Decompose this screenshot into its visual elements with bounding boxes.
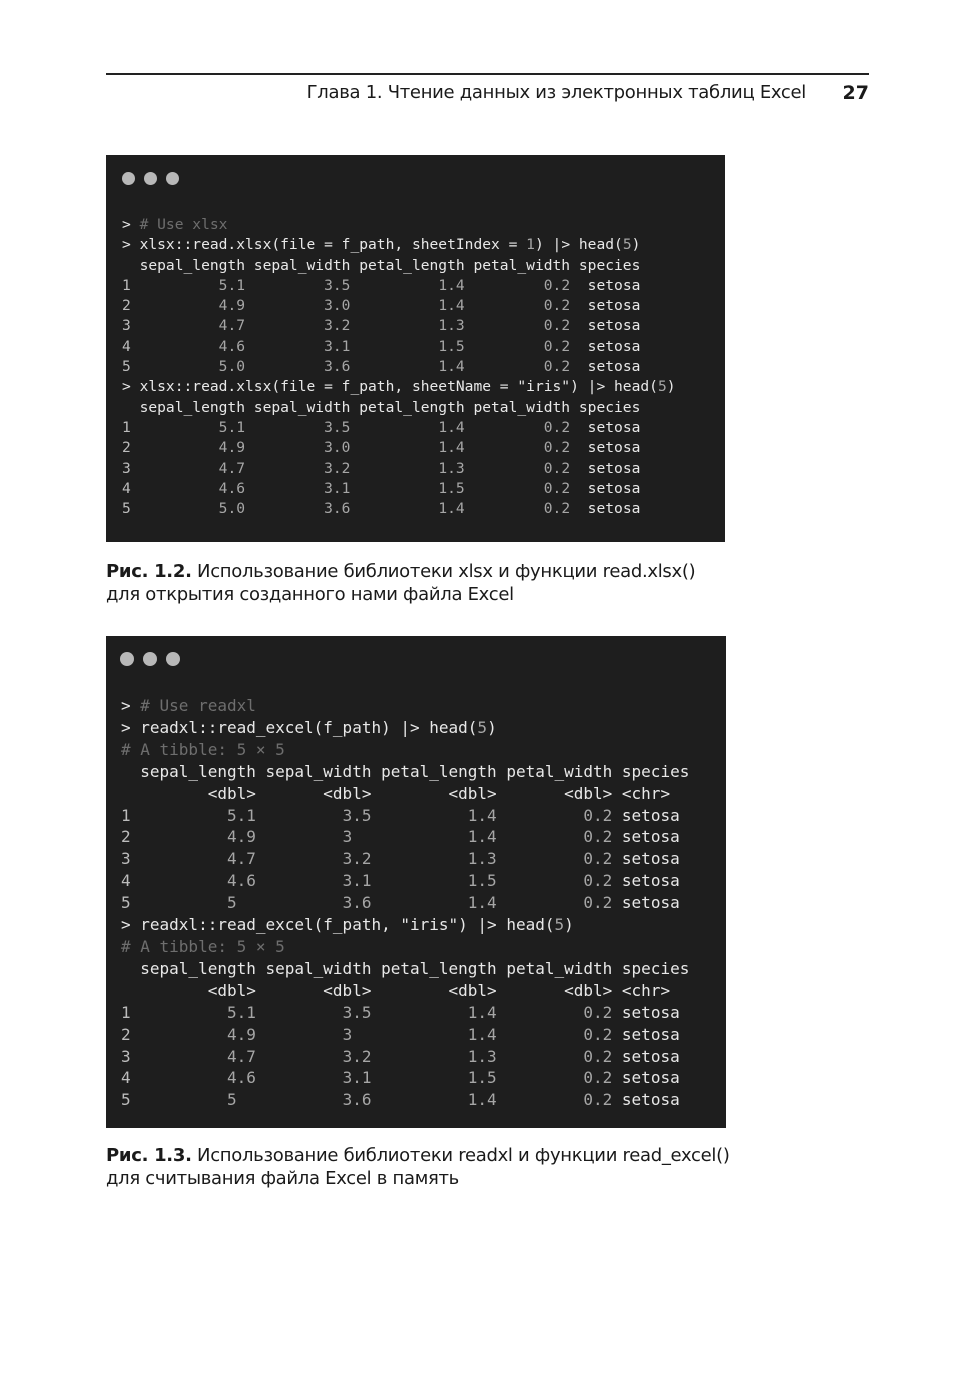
console-segment: setosa (612, 1090, 680, 1110)
console-segment: 4.6 3.1 1.5 0.2 (130, 479, 571, 497)
window-controls (120, 652, 180, 666)
console-segment: 4 (122, 479, 131, 497)
console-segment: 3 (121, 1046, 131, 1066)
console-segment: 5.1 3.5 1.4 0.2 (130, 418, 571, 436)
console-segment: 1 (121, 1002, 131, 1022)
caption-text-line2: для считывания файла Excel в память (106, 1168, 459, 1189)
console-segment: setosa (612, 827, 680, 847)
console-segment: 4.7 3.2 1.3 0.2 (130, 849, 613, 869)
console-segment: sepal_length sepal_width petal_length petal_width species (121, 958, 690, 978)
console-line (121, 958, 689, 980)
console-segment: setosa (570, 317, 641, 335)
console-segment: 5 (122, 358, 131, 376)
console-line (121, 1046, 689, 1068)
console-segment: 5 (121, 1090, 131, 1110)
console-segment: <dbl> <dbl> <dbl> <dbl> <chr> (121, 783, 671, 803)
console-segment: setosa (570, 358, 641, 376)
figure-caption (106, 1144, 730, 1190)
console-line (121, 739, 689, 761)
console-segment: setosa (570, 500, 641, 518)
console-line (122, 215, 676, 235)
console-segment: 1 (121, 805, 131, 825)
console-line (121, 1002, 689, 1024)
caption-label: Рис. 1.3. (106, 1145, 192, 1166)
window-dot-icon (143, 652, 157, 666)
console-line (121, 695, 689, 717)
console-segment: sepal_length sepal_width petal_length petal_width species (121, 761, 690, 781)
console-segment: 5 (554, 915, 565, 935)
console-segment: 4.7 3.2 1.3 0.2 (130, 1046, 613, 1066)
console-line (121, 1067, 689, 1089)
console-segment: sepal_length sepal_width petal_length petal_width species (122, 256, 641, 274)
console-segment: 5.0 3.6 1.4 0.2 (130, 358, 571, 376)
console-segment: 4.9 3 1.4 0.2 (130, 1024, 613, 1044)
console-segment: <dbl> <dbl> <dbl> <dbl> <chr> (121, 980, 671, 1000)
running-header: Глава 1. Чтение данных из электронных таблиц Excel (306, 82, 806, 103)
console-line (121, 1024, 689, 1046)
console-segment: setosa (570, 479, 641, 497)
console-segment: 4.6 3.1 1.5 0.2 (130, 1068, 613, 1088)
console-line (122, 316, 676, 336)
console-line (122, 377, 676, 397)
console-line (121, 936, 689, 958)
console-segment: setosa (612, 1068, 680, 1088)
console-line (122, 235, 676, 255)
console-segment: setosa (570, 459, 641, 477)
console-segment: 5 (122, 500, 131, 518)
console-segment: 2 (121, 827, 131, 847)
console-segment: ) (564, 915, 574, 935)
console-segment: 4 (121, 1068, 131, 1088)
terminal-window-xlsx (106, 155, 725, 542)
console-segment: setosa (570, 297, 641, 315)
console-segment: 4 (122, 337, 131, 355)
console-segment: 1 (122, 276, 131, 294)
console-segment: setosa (612, 1024, 680, 1044)
console-line (122, 479, 676, 499)
console-segment: setosa (570, 276, 641, 294)
window-dot-icon (122, 172, 135, 185)
console-segment: 5 (121, 893, 131, 913)
terminal-window-readxl (106, 636, 726, 1128)
console-line (122, 398, 676, 418)
console-line (121, 914, 689, 936)
console-segment: 5 (657, 378, 667, 396)
console-segment: 2 (121, 1024, 131, 1044)
console-segment: setosa (570, 418, 641, 436)
console-line (121, 717, 689, 739)
console-segment: # Use readxl (140, 696, 256, 715)
window-dot-icon (166, 652, 180, 666)
console-segment: 4.9 3.0 1.4 0.2 (130, 297, 571, 315)
console-segment: setosa (570, 337, 641, 355)
console-segment: 1 (526, 236, 535, 254)
console-segment: 5 3.6 1.4 0.2 (130, 1090, 613, 1110)
console-segment: setosa (612, 1002, 680, 1022)
console-segment: ) |> head( (534, 236, 623, 254)
console-segment: > readxl::read_excel(f_path) |> head( (121, 717, 478, 737)
console-line (121, 848, 689, 870)
console-segment: setosa (612, 849, 680, 869)
caption-text: Использование библиотеки readxl и функции read_excel() (191, 1145, 730, 1166)
console-line (121, 826, 689, 848)
console-segment: 1 (122, 418, 131, 436)
window-controls (122, 172, 179, 185)
window-dot-icon (120, 652, 134, 666)
console-line (121, 870, 689, 892)
console-line (121, 1089, 689, 1111)
console-segment: 4.6 3.1 1.5 0.2 (130, 871, 613, 891)
console-line (122, 438, 676, 458)
window-dot-icon (144, 172, 157, 185)
caption-text: Использование библиотеки xlsx и функции read.xlsx() (191, 561, 696, 582)
console-segment: 5 (622, 236, 632, 254)
console-segment: 3 (121, 849, 131, 869)
console-line (121, 761, 689, 783)
console-segment: 5.1 3.5 1.4 0.2 (130, 276, 571, 294)
console-segment: 5 3.6 1.4 0.2 (130, 893, 613, 913)
header-rule (106, 73, 869, 75)
window-dot-icon (166, 172, 179, 185)
console-segment: > xlsx::read.xlsx(file = f_path, sheetIndex = (122, 236, 527, 254)
caption-label: Рис. 1.2. (106, 561, 192, 582)
console-segment: > (122, 216, 140, 233)
console-segment: 2 (122, 439, 131, 457)
console-line (122, 357, 676, 377)
figure-caption (106, 560, 695, 606)
console-segment: > (121, 696, 141, 715)
console-line (121, 892, 689, 914)
console-segment: 4.7 3.2 1.3 0.2 (130, 459, 571, 477)
console-segment: 3 (122, 459, 131, 477)
console-segment: 4.7 3.2 1.3 0.2 (130, 317, 571, 335)
console-segment: > xlsx::read.xlsx(file = f_path, sheetName = "iris") |> head( (122, 378, 658, 396)
console-output (122, 215, 676, 519)
console-line (121, 805, 689, 827)
console-line (122, 499, 676, 519)
console-line (121, 980, 689, 1002)
console-segment: > readxl::read_excel(f_path, "iris") |> head( (121, 915, 555, 935)
console-segment: # A tibble: 5 × 5 (121, 936, 285, 956)
console-segment: 5.1 3.5 1.4 0.2 (130, 1002, 613, 1022)
console-line (122, 418, 676, 438)
console-segment: ) (487, 717, 497, 737)
console-segment: ) (666, 378, 676, 396)
console-segment: setosa (612, 805, 680, 825)
console-line (122, 256, 676, 276)
console-output (121, 695, 689, 1111)
page-number: 27 (842, 82, 869, 104)
console-segment: 3 (122, 317, 131, 335)
console-line (122, 337, 676, 357)
console-line (122, 276, 676, 296)
console-segment: setosa (612, 871, 680, 891)
console-segment: sepal_length sepal_width petal_length petal_width species (122, 398, 641, 416)
console-segment: # Use xlsx (139, 216, 228, 233)
caption-text-line2: для открытия созданного нами файла Excel (106, 584, 514, 605)
console-line (121, 783, 689, 805)
console-segment: setosa (612, 1046, 680, 1066)
console-segment: 5 (477, 717, 488, 737)
console-segment: 2 (122, 297, 131, 315)
console-segment: 4 (121, 871, 131, 891)
console-segment: 4.6 3.1 1.5 0.2 (130, 337, 571, 355)
console-line (122, 459, 676, 479)
console-segment: setosa (612, 893, 680, 913)
console-segment: setosa (570, 439, 641, 457)
console-segment: 5.0 3.6 1.4 0.2 (130, 500, 571, 518)
console-segment: 4.9 3 1.4 0.2 (130, 827, 613, 847)
console-line (122, 296, 676, 316)
console-segment: ) (631, 236, 641, 254)
console-segment: 5.1 3.5 1.4 0.2 (130, 805, 613, 825)
console-segment: # A tibble: 5 × 5 (121, 739, 285, 759)
console-segment: 4.9 3.0 1.4 0.2 (130, 439, 571, 457)
